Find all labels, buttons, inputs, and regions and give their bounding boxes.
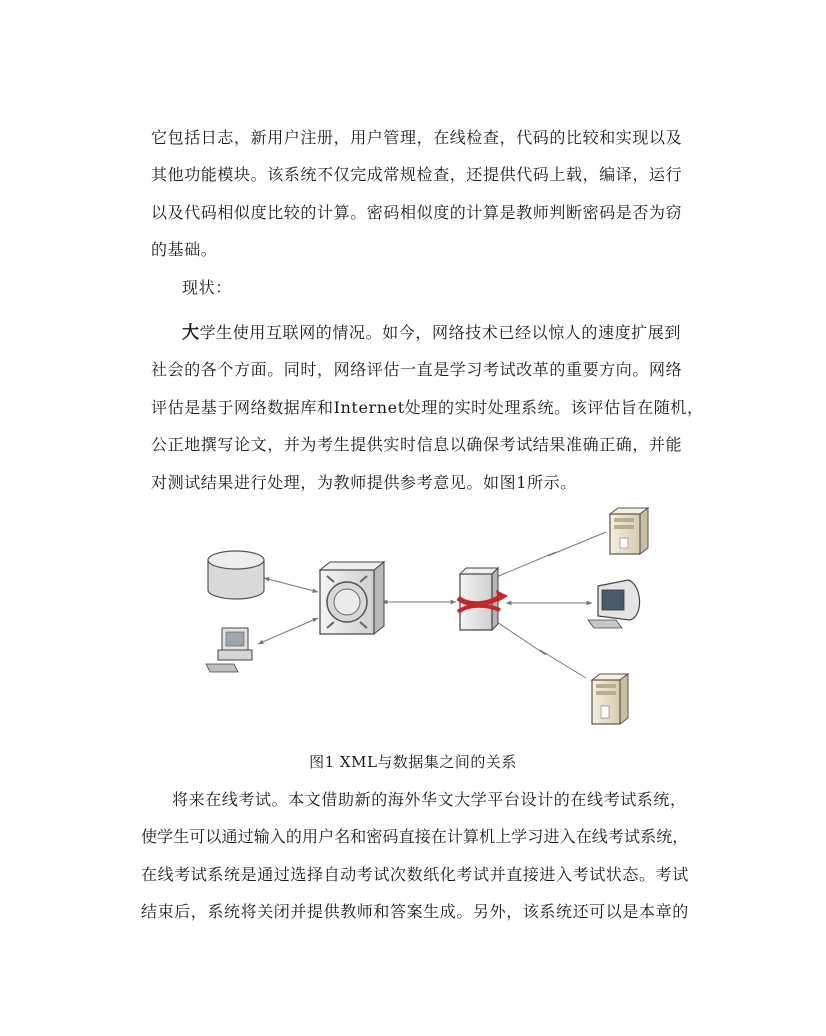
text-line: 结束后，系统将关闭并提供教师和答案生成。另外，该系统还可以是本章的 bbox=[141, 902, 689, 921]
text-line: 公正地撰写论文，并为考生提供实时信息以确保考试结果准确正确，并能 bbox=[151, 435, 683, 454]
db-to-hub-link bbox=[264, 578, 318, 592]
hub-device-icon bbox=[320, 562, 384, 634]
monitor-icon bbox=[588, 580, 640, 628]
tower-server-icon bbox=[592, 674, 628, 724]
text-line bbox=[182, 323, 681, 343]
text-line: 社会的各个方面。同时，网络评估一直是学习考试改革的重要方向。网络 bbox=[151, 360, 683, 379]
text-line: 其他功能模块。该系统不仅完成常规检查，还提供代码上载，编译，运行 bbox=[151, 165, 683, 184]
connection-lines bbox=[258, 532, 606, 678]
lead-character: 大 bbox=[182, 323, 200, 343]
text-line: 使学生可以通过输入的用户名和密码直接在计算机上学习进入在线考试系统， bbox=[141, 827, 689, 846]
text-line: 以及代码相似度比较的计算。密码相似度的计算是教师判断密码是否为窃 bbox=[151, 203, 683, 222]
section-heading: 现状： bbox=[182, 278, 232, 297]
central-server-icon bbox=[458, 568, 508, 630]
pc-to-hub-link bbox=[258, 618, 318, 644]
database-icon bbox=[208, 551, 264, 599]
text-line-rest: 学生使用互联网的情况。如今，网络技术已经以惊人的速度扩展到 bbox=[199, 323, 682, 342]
server-to-tower-top-link bbox=[494, 532, 606, 578]
text-line: 在线考试系统是通过选择自动考试次数纸化考试并直接进入考试状态。考试 bbox=[141, 865, 689, 884]
text-line: 它包括日志，新用户注册，用户管理，在线检查，代码的比较和实现以及 bbox=[151, 128, 683, 147]
server-to-tower-bottom-link bbox=[494, 620, 586, 678]
desktop-computer-icon bbox=[206, 628, 252, 672]
text-line: 对测试结果进行处理，为教师提供参考意见。如图1所示。 bbox=[151, 473, 577, 492]
tower-server-icon bbox=[610, 508, 648, 554]
text-line: 的基础。 bbox=[151, 240, 218, 259]
text-line: 评估是基于网络数据库和Internet处理的实时处理系统。该评估旨在随机， bbox=[151, 398, 704, 417]
text-line: 将来在线考试。本文借助新的海外华文大学平台设计的在线考试系统， bbox=[172, 790, 687, 809]
figure-caption: 图1 XML与数据集之间的关系 bbox=[309, 753, 517, 771]
network-diagram bbox=[196, 500, 676, 740]
